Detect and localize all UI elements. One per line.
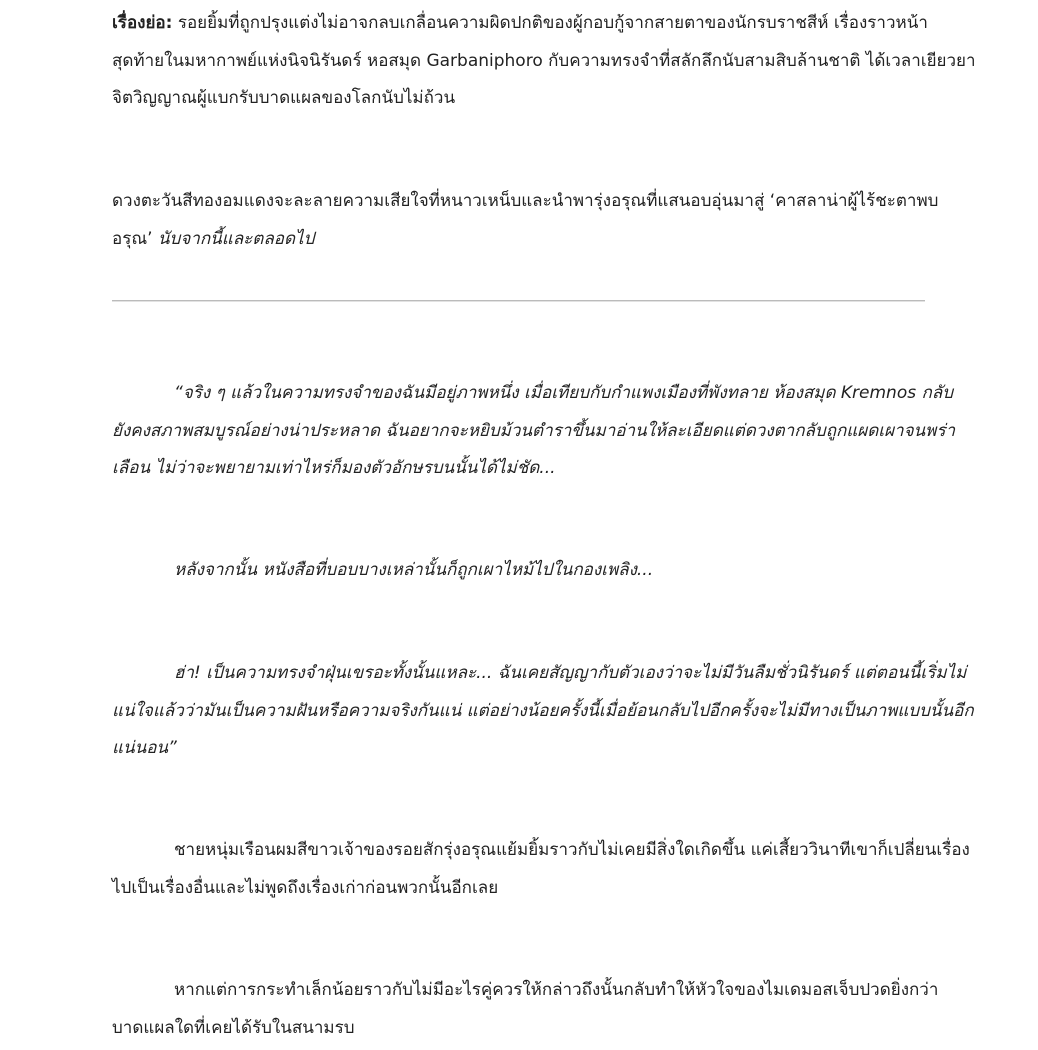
story-paragraph-4	[112, 832, 970, 907]
intro-line: ดวงตะวันสีทองอมแดงจะละลายความเสียใจที่หนาวเหน็บและนำพารุ่งอรุณที่แสนอบอุ่นมาสู่ ‘คาสลาน่าผู้ไร้ชะตาพบ	[112, 191, 939, 211]
synopsis-line	[112, 5, 927, 43]
story-line: หลังจากนั้น หนังสือที่บอบบางเหล่านั้นก็ถูกเผาไหม้ไปในกองเพลิง...	[174, 560, 654, 580]
section-divider	[112, 300, 925, 302]
story-line: หากแต่การกระทำเล็กน้อยราวกับไม่มีอะไรคู่ควรให้กล่าวถึงนั้นกลับทำให้หัวใจของไมเดมอสเจ็บปวดยิ่งกว่า	[174, 980, 939, 1000]
story-paragraph-2	[112, 552, 927, 590]
synopsis-label: เรื่องย่อ:	[112, 13, 173, 33]
story-line: บาดแผลใดที่เคยได้รับในสนามรบ	[112, 1017, 355, 1038]
story-line: เลือน ไม่ว่าจะพยายามเท่าไหร่ก็มองตัวอักษรบนนั้นได้ไม่ชัด...	[112, 458, 556, 478]
story-paragraph-1	[112, 375, 956, 488]
synopsis-paragraph	[112, 5, 976, 118]
story-line: ฮ่า! เป็นความทรงจำฝุ่นเขรอะทั้งนั้นแหละ... ฉันเคยสัญญากับตัวเองว่าจะไม่มีวันลืมชั่วนิรันดร์ แต่ตอนนี้เริ่มไม่	[174, 663, 967, 683]
story-paragraph-3	[112, 655, 974, 768]
story-line: แน่นอน”	[112, 738, 177, 758]
synopsis-line: สุดท้ายในมหากาพย์แห่งนิจนิรันดร์ หอสมุด Garbaniphoro กับความทรงจำที่สลักลึกนับสามสิบล้านชาติ ได้เวลาเยียวยา	[112, 50, 976, 71]
intro-italic-text: นับจากนี้และตลอดไป	[152, 228, 315, 249]
story-line: ชายหนุ่มเรือนผมสีขาวเจ้าของรอยสักรุ่งอรุณแย้มยิ้มราวกับไม่เคยมีสิ่งใดเกิดขึ้น แค่เสี้ยววินาทีเขาก็เปลี่ยนเรื่อง	[174, 840, 970, 860]
intro-text: อรุณ’	[112, 228, 153, 249]
synopsis-line: จิตวิญญาณผู้แบกรับบาดแผลของโลกนับไม่ถ้วน	[112, 88, 456, 108]
story-line: ไปเป็นเรื่องอื่นและไม่พูดถึงเรื่องเก่าก่อนพวกนั้นอีกเลย	[112, 877, 499, 898]
synopsis-text: รอยยิ้มที่ถูกปรุงแต่งไม่อาจกลบเกลื่อนความผิดปกติของผู้กอบกู้จากสายตาของนักรบราชสีห์ เรื่องราวหน้า	[172, 13, 928, 33]
story-line: ยังคงสภาพสมบูรณ์อย่างน่าประหลาด ฉันอยากจะหยิบม้วนตำราขึ้นมาอ่านให้ละเอียดแต่ดวงตากลับถูกแผดเผาจนพร่า	[112, 420, 956, 441]
story-line: แน่ใจแล้วว่ามันเป็นความฝันหรือความจริงกันแน่ แต่อย่างน้อยครั้งนี้เมื่อย้อนกลับไปอีกครั้งจะไม่มีทางเป็นภาพแบบนั้นอีก	[112, 700, 974, 721]
story-line: “จริง ๆ แล้วในความทรงจำของฉันมีอยู่ภาพหนึ่ง เมื่อเทียบกับกำแพงเมืองที่พังทลาย ห้องสมุด Kremnos กลับ	[174, 383, 953, 403]
story-paragraph-5	[112, 972, 939, 1047]
intro-line	[112, 221, 927, 259]
intro-paragraph	[112, 183, 939, 258]
